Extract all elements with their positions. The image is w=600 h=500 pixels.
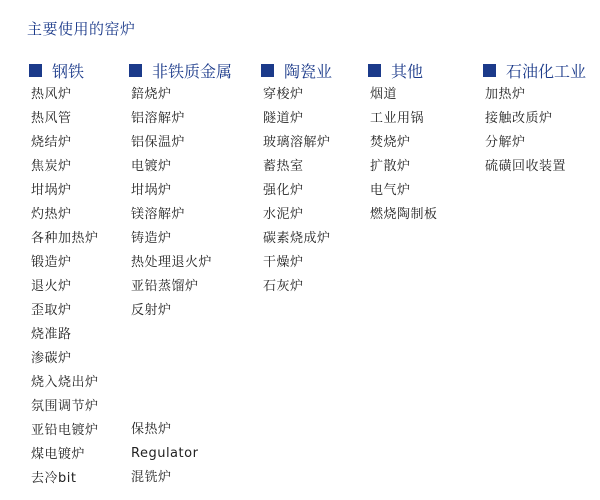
- column-other: [368, 58, 438, 227]
- list-item: 焚烧炉: [370, 135, 411, 150]
- square-bullet-icon: [129, 64, 142, 77]
- list-item: 电镀炉: [131, 159, 172, 174]
- list-item: 锻造炉: [31, 255, 72, 270]
- list-item: 退火炉: [31, 279, 72, 294]
- list-item: 加热炉: [485, 87, 526, 102]
- list-item: 錇烧炉: [131, 87, 172, 102]
- square-bullet-icon: [368, 64, 381, 77]
- column-heading-label: 其他: [391, 61, 424, 81]
- list-item: 渗碳炉: [31, 351, 72, 366]
- list-item: 烟道: [370, 87, 398, 102]
- item-list-lower: [131, 418, 198, 490]
- column-heading: [368, 58, 438, 82]
- column-ceramics: [261, 58, 332, 299]
- column-petrochemical: [483, 58, 586, 179]
- list-item: 镁溶解炉: [131, 207, 186, 222]
- list-item: 保热炉: [131, 422, 172, 437]
- list-item: 反射炉: [131, 303, 172, 318]
- list-item: 焦炭炉: [31, 159, 72, 174]
- list-item: 分解炉: [485, 135, 526, 150]
- column-nonferrous-metal: [129, 58, 232, 323]
- list-item: Regulator: [131, 446, 199, 461]
- list-item: 亚铅电镀炉: [31, 423, 99, 438]
- list-item: 铝保温炉: [131, 135, 186, 150]
- list-item: 铸造炉: [131, 231, 172, 246]
- list-item: 热风炉: [31, 87, 72, 102]
- column-heading-label: 钢铁: [52, 61, 85, 81]
- list-item: 石灰炉: [263, 279, 304, 294]
- column-heading: [261, 58, 332, 82]
- list-item: 坩埚炉: [131, 183, 172, 198]
- list-item: 水泥炉: [263, 207, 304, 222]
- list-item: 玻璃溶解炉: [263, 135, 331, 150]
- list-item: 燃烧陶制板: [370, 207, 438, 222]
- list-item: 强化炉: [263, 183, 304, 198]
- list-item: 烧入烧出炉: [31, 375, 99, 390]
- square-bullet-icon: [483, 64, 496, 77]
- list-item: 工业用锅: [370, 111, 425, 126]
- list-item: 接触改质炉: [485, 111, 553, 126]
- list-item: 混铣炉: [131, 470, 172, 485]
- list-item: 硫磺回收装置: [485, 159, 567, 174]
- list-item: 铝溶解炉: [131, 111, 186, 126]
- list-item: 穿梭炉: [263, 87, 304, 102]
- list-item: 坩埚炉: [31, 183, 72, 198]
- square-bullet-icon: [261, 64, 274, 77]
- item-list: [261, 83, 332, 299]
- list-item: 电气炉: [370, 183, 411, 198]
- list-item: 去冷bit: [31, 471, 77, 486]
- column-heading: [29, 58, 99, 82]
- list-item: 歪取炉: [31, 303, 72, 318]
- column-heading: [483, 58, 586, 82]
- list-item: 灼热炉: [31, 207, 72, 222]
- column-heading-label: 石油化工业: [506, 61, 587, 81]
- column-steel: [29, 58, 99, 491]
- item-list: [368, 83, 438, 227]
- list-item: 各种加热炉: [31, 231, 99, 246]
- column-heading: [129, 58, 232, 82]
- page-title: 主要使用的窑炉: [27, 20, 136, 38]
- list-item: 热风管: [31, 111, 72, 126]
- list-item: 烧结炉: [31, 135, 72, 150]
- list-item: 干燥炉: [263, 255, 304, 270]
- list-item: 煤电镀炉: [31, 447, 86, 462]
- list-item: 蓄热室: [263, 159, 304, 174]
- item-list: [29, 83, 99, 491]
- item-list: [129, 83, 232, 323]
- list-item: 烧准路: [31, 327, 72, 342]
- list-item: 碳素烧成炉: [263, 231, 331, 246]
- list-item: 氛围调节炉: [31, 399, 99, 414]
- square-bullet-icon: [29, 64, 42, 77]
- column-heading-label: 陶瓷业: [284, 61, 333, 81]
- list-item: 亚铅蒸馏炉: [131, 279, 199, 294]
- list-item: 扩散炉: [370, 159, 411, 174]
- list-item: 隧道炉: [263, 111, 304, 126]
- item-list: [483, 83, 586, 179]
- column-heading-label: 非铁质金属: [152, 61, 233, 81]
- list-item: 热处理退火炉: [131, 255, 213, 270]
